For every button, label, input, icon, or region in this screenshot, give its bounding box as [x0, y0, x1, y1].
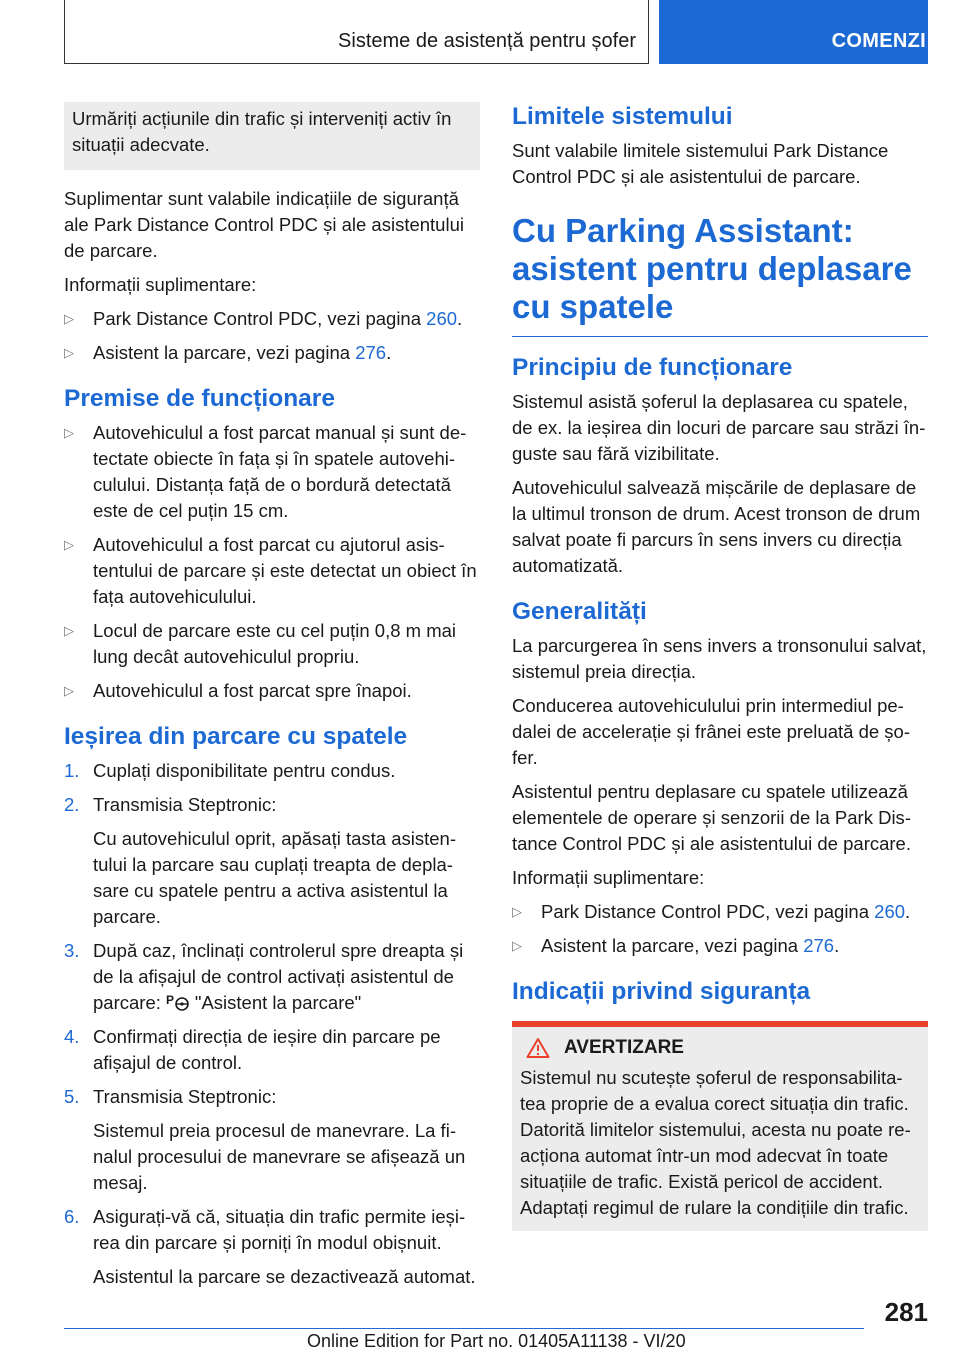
premise-list [64, 420, 480, 704]
page-link[interactable]: 260 [426, 308, 458, 329]
triangle-bullet-icon: ▷ [64, 683, 74, 698]
paragraph: Sistemul asistă șoferul la deplasarea cu spatele, de ex. la ieșirea din locuri de parcare sau străzi înguste sau fără vizibilitate. [512, 391, 926, 464]
page-header [64, 0, 928, 64]
section-title: Sisteme de asistență pentru șofer [338, 30, 636, 52]
svg-text:P: P [165, 993, 174, 1007]
paragraph: Suplimentar sunt valabile indicațiile de siguranță ale Park Distance Control PDC și ale asistentului de parcare. [64, 188, 464, 261]
right-column [512, 102, 928, 1231]
paragraph: Informații suplimentare: [64, 274, 257, 295]
chapter-tab-label: COMENZI [831, 30, 926, 52]
list-item: ▷ Asistent la parcare, vezi pagina 276. [64, 340, 480, 366]
paragraph: Sunt valabile limitele sistemului Park Distance Control PDC și ale asistentului de parcare. [512, 140, 889, 187]
footer-divider [64, 1328, 864, 1329]
paragraph: Autovehiculul salvează mișcările de deplasare de la ultimul tronson de drum. Acest tronson de drum salvat poate fi parcurs în sens invers cu direcția automatizată. [512, 477, 921, 576]
list-item: ▷ Autovehiculul a fost parcat spre înapoi. [64, 678, 480, 704]
list-item: ▷ Autovehiculul a fost parcat cu ajutorul asistentului de parcare și este detectat un obiect în fața autovehiculului. [64, 534, 477, 607]
warning-box [512, 1021, 928, 1231]
list-item: ▷ Park Distance Control PDC, vezi pagina 260. [512, 899, 928, 925]
main-heading: Cu Parking Assistant: asistent pentru deplasare cu spatele [512, 212, 928, 337]
warning-header [520, 1037, 920, 1059]
list-item: ▷ Park Distance Control PDC, vezi pagina 260. [64, 306, 480, 332]
list-item: ▷ Locul de parcare este cu cel puțin 0,8 m mai lung decât autovehiculul propriu. [64, 620, 456, 667]
triangle-bullet-icon: ▷ [64, 345, 74, 360]
triangle-bullet-icon: ▷ [512, 904, 522, 919]
list-item: 1. Cuplați disponibilitate pentru condus. [64, 760, 396, 781]
paragraph: Conducerea autovehiculului prin intermediul pedalei de accelerație și frânei este preluată de șofer. [512, 695, 910, 768]
warning-text: Sistemul nu scutește șoferul de responsabilitatea proprie de a evalua corect situația din trafic. Datorită limitelor sistemului, acesta nu poate reacționa automat într-un mod adecvat în toate situațiile de trafic. Există pericol de accident. Adaptați regimul de rulare la condițiile din trafic. [520, 1067, 911, 1218]
parking-assistant-icon [165, 992, 191, 1012]
list-item: 5. Transmisia Steptronic: Sistemul preia procesul de manevrare. La finalul procesului de manevrare se afișează un mesaj. [64, 1086, 466, 1193]
page-link[interactable]: 260 [874, 901, 906, 922]
heading-generalitati: Generalități [512, 598, 647, 625]
triangle-bullet-icon: ▷ [64, 537, 74, 552]
footer-edition: Online Edition for Part no. 01405A11138 - VI/20 [307, 1331, 686, 1351]
triangle-bullet-icon: ▷ [64, 623, 74, 638]
heading-iesirea: Ieșirea din parcare cu spatele [64, 723, 408, 750]
list-item: 2. Transmisia Steptronic: Cu autovehiculul oprit, apăsați tasta asistentului la parcare sau cuplați treapta de deplasare cu spatele pentru a activa asistentul la parcare. [64, 794, 457, 927]
paragraph: Asistentul pentru deplasare cu spatele utilizează elementele de operare și senzorii de la Park Distance Control PDC și ale asistentului de parcare. [512, 781, 911, 854]
list-item: ▷ Asistent la parcare, vezi pagina 276. [512, 933, 928, 959]
warning-title: AVERTIZARE [564, 1037, 684, 1058]
chapter-tab[interactable] [659, 0, 928, 64]
triangle-bullet-icon: ▷ [512, 938, 522, 953]
triangle-bullet-icon: ▷ [64, 311, 74, 326]
left-column [64, 102, 480, 1298]
page-link[interactable]: 276 [803, 935, 835, 956]
list-item: 6. Asigurați-vă că, situația din trafic permite ieșirea din parcare și porniți în modul obișnuit. Asistentul la parcare se dezactivează automat. [64, 1206, 476, 1287]
reference-list [512, 899, 928, 959]
list-item: 3. După caz, înclinați controlerul spre dreapta și de la afișajul de control activați asistentul de parcare: P "Asistent la parcare" [64, 940, 464, 1013]
heading-siguranta: Indicații privind siguranța [512, 978, 811, 1005]
note-box [64, 102, 480, 170]
triangle-bullet-icon: ▷ [64, 425, 74, 440]
heading-principiu: Principiu de funcționare [512, 354, 793, 381]
paragraph: Informații suplimentare: [512, 867, 705, 888]
steps-list [64, 758, 480, 1290]
section-title-box [64, 0, 649, 64]
heading-limite: Limitele sistemului [512, 103, 733, 130]
note-text: Urmăriți acțiunile din trafic și interveniți activ în situații adecvate. [72, 108, 452, 155]
list-item: 4. Confirmați direcția de ieșire din parcare pe afișajul de control. [64, 1026, 441, 1073]
list-item: ▷ Autovehiculul a fost parcat manual și sunt detectate obiecte în fața și în spatele autovehiculului. Distanța față de o bordură detectată este de cel puțin 15 cm. [64, 422, 467, 521]
page-link[interactable]: 276 [355, 342, 387, 363]
heading-premise: Premise de funcționare [64, 385, 335, 412]
reference-list [64, 306, 480, 366]
paragraph: La parcurgerea în sens invers a tronsonului salvat, sistemul preia direcția. [512, 635, 927, 682]
page-number: 281 [884, 1297, 928, 1327]
warning-triangle-icon [526, 1037, 550, 1059]
